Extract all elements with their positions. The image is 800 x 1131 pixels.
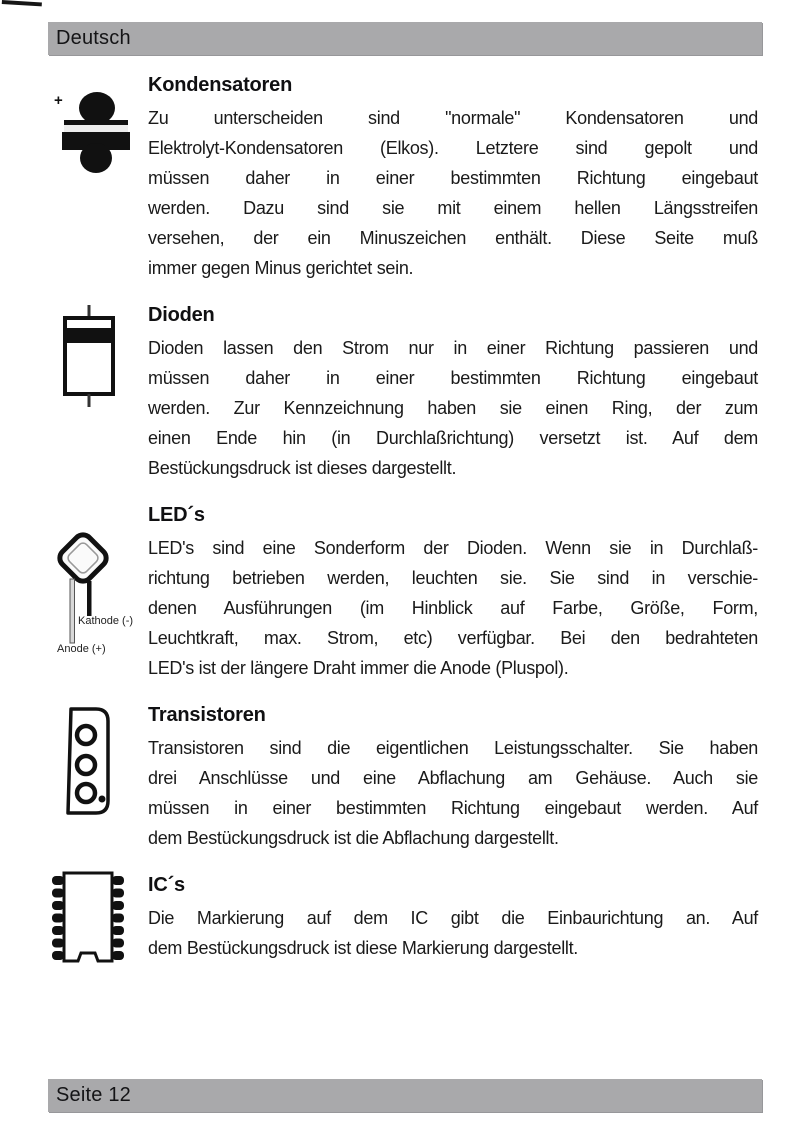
- body-line: müssen daher in einer bestimmten Richtung eingebaut: [148, 368, 758, 388]
- scan-artifact: [2, 0, 42, 6]
- section-title: Transistoren: [148, 704, 266, 726]
- icon-cell-dioden: [48, 303, 148, 483]
- ic-icon: [50, 870, 128, 966]
- transistor-icon: [58, 705, 112, 817]
- body-line: Die Markierung auf dem IC gibt die Einbaurichtung an. Auf: [148, 908, 758, 928]
- body-line: Dioden lassen den Strom nur in einer Richtung passieren und: [148, 338, 758, 358]
- section-leds: [48, 503, 758, 683]
- section-ics: [48, 873, 758, 966]
- body-line: LED's sind eine Sonderform der Dioden. Wenn sie in Durchlaß-: [148, 538, 758, 558]
- kathode-label: Kathode (-): [78, 615, 134, 627]
- text-cell: [148, 873, 758, 966]
- svg-text:+: +: [54, 92, 63, 109]
- diode-icon: [62, 305, 116, 407]
- document-content: [48, 73, 758, 986]
- body-line: werden. Dazu sind sie mit einem hellen Längsstreifen: [148, 198, 758, 218]
- section-body: [148, 733, 758, 853]
- section-dioden: [48, 303, 758, 483]
- body-line: immer gegen Minus gerichtet sein.: [148, 258, 414, 278]
- header-bar: [48, 22, 762, 55]
- section-title: Dioden: [148, 304, 215, 326]
- header-language-label: Deutsch: [56, 27, 131, 49]
- body-line: einen Ende hin (in Durchlaßrichtung) versetzt ist. Auf dem: [148, 428, 758, 448]
- section-body: [148, 903, 758, 963]
- icon-cell-transistoren: [48, 703, 148, 853]
- body-line: müssen in einer bestimmten Richtung eingebaut werden. Auf: [148, 798, 758, 818]
- body-line: müssen daher in einer bestimmten Richtung eingebaut: [148, 168, 758, 188]
- body-line: werden. Zur Kennzeichnung haben sie einen Ring, der zum: [148, 398, 758, 418]
- text-cell: [148, 303, 758, 483]
- page-number-label: Seite 12: [56, 1084, 131, 1106]
- capacitor-icon: [52, 90, 132, 176]
- section-body: [148, 533, 758, 683]
- led-icon: [50, 531, 150, 646]
- text-cell: [148, 503, 758, 683]
- icon-cell-kondensatoren: [48, 73, 148, 283]
- anode-label: Anode (+): [57, 643, 106, 655]
- body-line: dem Bestückungsdruck ist die Abflachung dargestellt.: [148, 828, 559, 848]
- body-line: versehen, der ein Minuszeichen enthält. Diese Seite muß: [148, 228, 758, 248]
- body-line: denen Ausführungen (im Hinblick auf Farbe, Größe, Form,: [148, 598, 758, 618]
- body-line: dem Bestückungsdruck ist diese Markierung dargestellt.: [148, 938, 579, 958]
- body-line: LED's ist der längere Draht immer die Anode (Pluspol).: [148, 658, 569, 678]
- section-body: [148, 333, 758, 483]
- section-kondensatoren: [48, 73, 758, 283]
- body-line: Elektrolyt-Kondensatoren (Elkos). Letztere sind gepolt und: [148, 138, 758, 158]
- body-line: Leuchtkraft, max. Strom, etc) verfügbar. Bei den bedrahteten: [148, 628, 758, 648]
- text-cell: [148, 73, 758, 283]
- body-line: Transistoren sind die eigentlichen Leistungsschalter. Sie haben: [148, 738, 758, 758]
- body-line: drei Anschlüsse und eine Abflachung am Gehäuse. Auch sie: [148, 768, 758, 788]
- footer-bar: [48, 1079, 762, 1112]
- section-body: [148, 103, 758, 283]
- body-line: Zu unterscheiden sind "normale" Kondensatoren und: [148, 108, 758, 128]
- icon-cell-ics: [48, 873, 148, 966]
- section-transistoren: [48, 703, 758, 853]
- body-line: Bestückungsdruck ist dieses dargestellt.: [148, 458, 457, 478]
- body-line: richtung betrieben werden, leuchten sie. Sie sind in verschie-: [148, 568, 758, 588]
- section-title: Kondensatoren: [148, 74, 293, 96]
- section-title: IC´s: [148, 874, 185, 896]
- text-cell: [148, 703, 758, 853]
- icon-cell-leds: [48, 503, 148, 683]
- section-title: LED´s: [148, 504, 205, 526]
